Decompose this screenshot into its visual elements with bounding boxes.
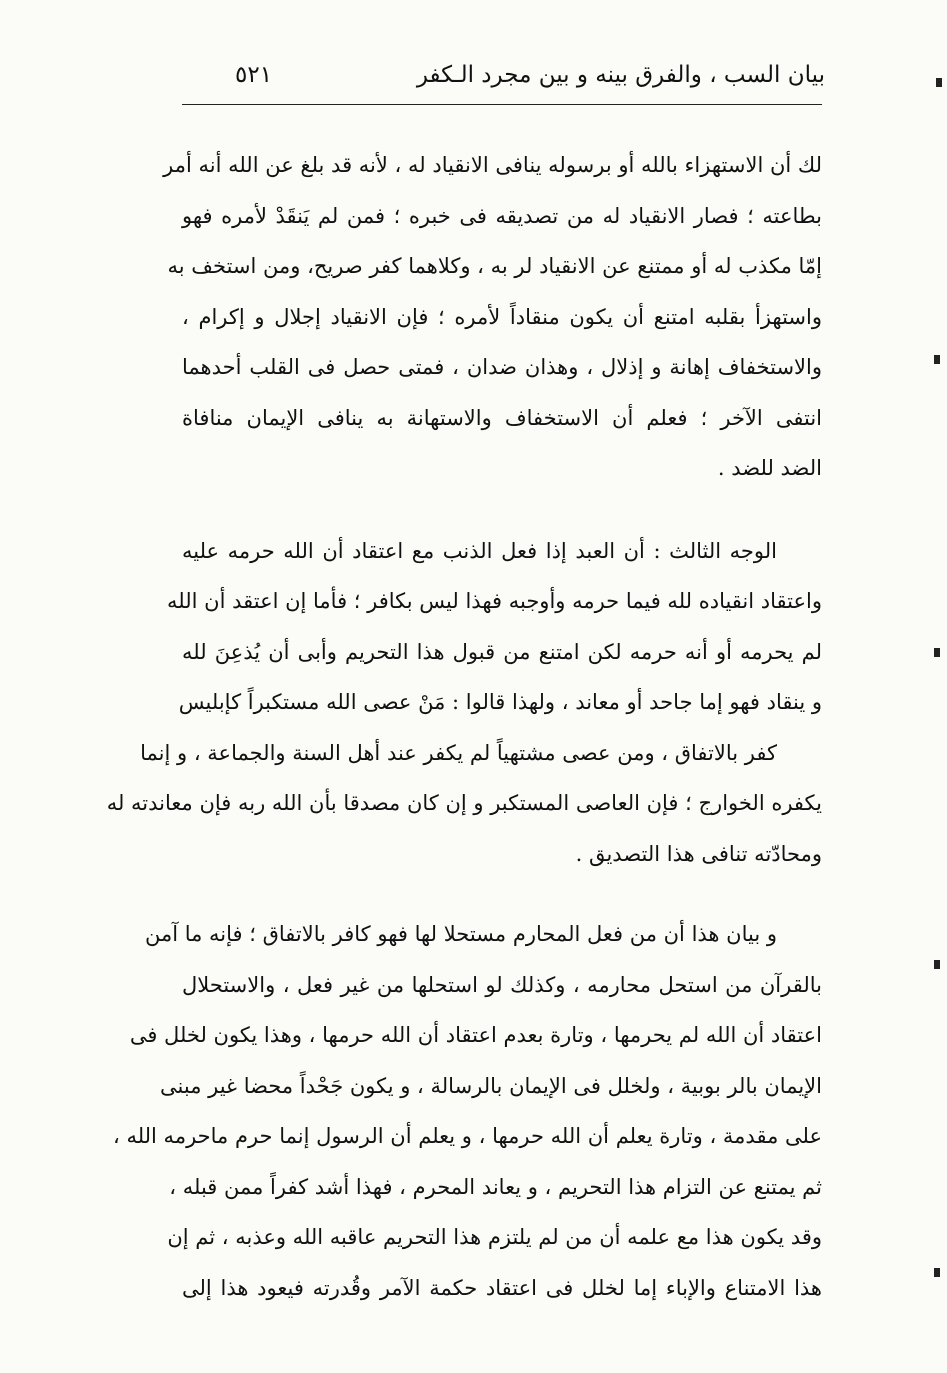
text-line: الإيمان بالر بوبية ، ولخلل فى الإيمان بالرسالة ، و يكون جَحْداً محضا غير مبنى bbox=[160, 1073, 822, 1098]
text-line: لم يحرمه أو أنه حرمه لكن امتنع من قبول هذا التحريم وأبى أن يُذعِنَ لله bbox=[182, 639, 822, 664]
paragraph-1 bbox=[163, 140, 822, 494]
text-line: لك أن الاستهزاء بالله أو برسوله ينافى الانقياد له ، لأنه قد بلغ عن الله أنه أمر bbox=[163, 153, 822, 177]
scan-speck bbox=[934, 648, 940, 657]
text-line: كفر بالاتفاق ، ومن عصى مشتهياً لم يكفر عند أهل السنة والجماعة ، و إنما bbox=[140, 740, 777, 765]
text-line: وقد يكون هذا مع علمه أن من لم يلتزم هذا التحريم عاقبه الله وعذبه ، ثم إن bbox=[167, 1225, 822, 1249]
text-line: بالقرآن من استحل محارمه ، وكذلك لو استحلها من غير فعل ، والاستحلال bbox=[182, 972, 822, 997]
paragraph-3 bbox=[112, 909, 822, 1313]
text-line: الضد للضد . bbox=[717, 456, 822, 480]
text-line: إمّا مكذب له أو ممتنع عن الانقياد لر به ، وكلاهما كفر صريح، ومن استخف به bbox=[167, 254, 822, 278]
scan-speck bbox=[934, 1268, 940, 1277]
text-line: يكفره الخوارج ؛ فإن العاصى المستكبر و إن كان مصدقا بأن الله ربه فإن معاندته له bbox=[106, 791, 822, 815]
text-line: انتفى الآخر ؛ فعلم أن الاستخفاف والاستهانة به ينافى الإيمان منافاة bbox=[182, 405, 822, 430]
text-line: على مقدمة ، وتارة يعلم أن الله حرمها ، و يعلم أن الرسول إنما حرم ماحرمه الله ، bbox=[112, 1124, 822, 1148]
page-body bbox=[106, 140, 822, 1313]
text-line: ومحادّته تنافى هذا التصديق . bbox=[575, 841, 822, 866]
running-header bbox=[185, 58, 825, 98]
text-line: واستهزأ بقلبه امتنع أن يكون منقاداً لأمره ؛ فإن الانقياد إجلال و إكرام ، bbox=[182, 304, 822, 329]
page-number: ٥٢١ bbox=[235, 62, 273, 88]
text-line: هذا الامتناع والإباء إما لخلل فى اعتقاد حكمة الآمر وقُدرته فيعود هذا إلى bbox=[182, 1275, 822, 1300]
text-line: ثم يمتنع عن التزام هذا التحريم ، و يعاند المحرم ، فهذا أشد كفراً ممن قبله ، bbox=[169, 1174, 822, 1199]
text-line: والاستخفاف إهانة و إذلال ، وهذان ضدان ، فمتى حصل فى القلب أحدهما bbox=[182, 355, 822, 379]
text-line: الوجه الثالث : أن العبد إذا فعل الذنب مع اعتقاد أن الله حرمه عليه bbox=[182, 538, 777, 563]
text-line: و بيان هذا أن من فعل المحارم مستحلا لها فهو كافر بالاتفاق ؛ فإنه ما آمن bbox=[144, 922, 777, 946]
text-line: بطاعته ؛ فصار الانقياد له من تصديقه فى خبره ؛ فمن لم يَنقَدْ لأمره فهو bbox=[182, 203, 822, 228]
scan-speck bbox=[936, 78, 942, 87]
scan-speck bbox=[934, 355, 940, 364]
text-line: اعتقاد أن الله لم يحرمها ، وتارة بعدم اعتقاد أن الله حرمها ، وهذا يكون لخلل فى bbox=[129, 1023, 822, 1047]
running-title: بيان السب ، والفرق بينه و بين مجرد الـكفر bbox=[416, 62, 825, 88]
scan-speck bbox=[934, 960, 940, 969]
header-rule bbox=[182, 104, 822, 105]
text-line: و ينقاد فهو إما جاحد أو معاند ، ولهذا قالوا : مَنْ عصى الله مستكبراً كإبليس bbox=[178, 690, 822, 714]
paragraph-2 bbox=[106, 526, 822, 880]
text-line: واعتقاد انقياده لله فيما حرمه وأوجبه فهذا ليس بكافر ؛ فأما إن اعتقد أن الله bbox=[167, 589, 822, 613]
